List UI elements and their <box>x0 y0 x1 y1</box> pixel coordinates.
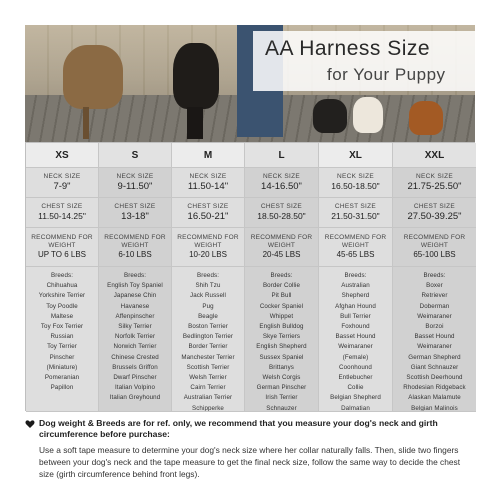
neck-label: NECK SIZE <box>262 173 300 180</box>
weight-value: 6-10 LBS <box>118 250 152 259</box>
breed-item: Italian Greyhound <box>109 394 161 402</box>
neck-label: NECK SIZE <box>415 173 453 180</box>
dog-black-small <box>313 99 347 133</box>
breed-item: Norwich Terrier <box>113 343 157 351</box>
weight-cell-m <box>172 228 245 267</box>
chest-value: 27.50-39.25" <box>407 211 462 222</box>
weight-value: 45-65 LBS <box>336 250 375 259</box>
neck-value: 11.50-14" <box>187 181 229 192</box>
breed-item: Dalmatian <box>341 404 370 412</box>
breed-item: Belgian Malinois <box>411 404 458 412</box>
neck-cell-l <box>245 168 319 198</box>
breed-item: German Pinscher <box>256 384 307 392</box>
breed-item: Manchester Terrier <box>181 353 235 361</box>
breed-item: Pinscher <box>49 353 75 361</box>
neck-value: 7-9" <box>53 181 71 192</box>
chest-value: 18.50-28.50" <box>257 211 306 221</box>
breeds-label: Breeds: <box>423 272 446 279</box>
heart-icon <box>25 419 35 429</box>
breeds-cell-xs <box>26 267 99 412</box>
size-header-xl: XL <box>319 143 393 168</box>
breed-item: Bull Terrier <box>340 312 371 320</box>
chest-label: CHEST SIZE <box>187 203 229 210</box>
breed-item: Papillon <box>50 384 74 392</box>
breed-item: Welsh Corgis <box>262 374 301 382</box>
breed-item: Chihuahua <box>46 282 78 290</box>
breed-item: Shih Tzu <box>195 282 221 290</box>
breed-item: Collie <box>347 384 364 392</box>
breed-item: Doberman <box>419 302 450 310</box>
neck-label: NECK SIZE <box>189 173 227 180</box>
note-body: Use a soft tape measure to determine your dog's neck size where her collar naturally falls. Then, slide two fingers between your dog's neck and the tape measure to get the final neck size, follow the same way to decide the chest size (girth circumference behind front legs). <box>39 445 461 479</box>
dog-black-lab <box>173 43 219 109</box>
chest-cell-xs <box>26 198 99 228</box>
breed-item: Pomeranian <box>44 374 80 382</box>
neck-cell-xxl <box>393 168 476 198</box>
neck-cell-s <box>99 168 172 198</box>
breed-item: Foxhound <box>341 323 370 331</box>
weight-label: RECOMMEND FOR WEIGHT <box>104 234 166 249</box>
weight-label: RECOMMEND FOR WEIGHT <box>250 234 313 249</box>
breeds-label: Breeds: <box>270 272 293 279</box>
breed-item: Jack Russell <box>190 292 226 300</box>
breed-item: Dwarf Pinscher <box>113 374 157 382</box>
breed-item: Toy Terrier <box>47 343 77 351</box>
neck-value: 9-11.50" <box>117 181 153 192</box>
breed-item: Belgian Shepherd <box>330 394 381 402</box>
breed-item: Basset Hound <box>335 333 376 341</box>
breed-item: Retriever <box>421 292 448 300</box>
size-header-s: S <box>99 143 172 168</box>
chest-label: CHEST SIZE <box>260 203 303 210</box>
weight-cell-xxl <box>393 228 476 267</box>
chest-label: CHEST SIZE <box>114 203 156 210</box>
dog-black-lab-legs <box>187 107 203 139</box>
breed-item: Cocker Spaniel <box>259 302 304 310</box>
breed-item: Chinese Crested <box>111 353 159 361</box>
chest-value: 11.50-14.25" <box>38 211 86 221</box>
breed-item: Russian <box>50 333 74 341</box>
weight-label: RECOMMEND FOR WEIGHT <box>324 234 387 249</box>
page-title: AA Harness Size <box>265 37 431 60</box>
size-header-xs: XS <box>26 143 99 168</box>
note-heading: Dog weight & Breeds are for ref. only, we recommend that you measure your dog's neck and girth circumference before purchase: <box>39 418 438 439</box>
breed-item: Boston Terrier <box>188 323 228 331</box>
weight-cell-xl <box>319 228 393 267</box>
size-header-l: L <box>245 143 319 168</box>
breed-item: Australian Terrier <box>183 394 233 402</box>
neck-label: NECK SIZE <box>43 173 81 180</box>
dog-dachshund <box>409 101 443 135</box>
banner-photo <box>25 25 475 142</box>
chest-cell-m <box>172 198 245 228</box>
breed-item: Italian Volpino <box>114 384 156 392</box>
breed-item: Norfolk Terrier <box>114 333 156 341</box>
breeds-cell-xxl <box>393 267 476 412</box>
chest-label: CHEST SIZE <box>413 203 456 210</box>
breed-item: English Toy Spaniel <box>107 282 163 290</box>
breed-item: Skye Terriers <box>262 333 301 341</box>
chest-cell-s <box>99 198 172 228</box>
weight-label: RECOMMEND FOR WEIGHT <box>177 234 239 249</box>
chest-label: CHEST SIZE <box>334 203 377 210</box>
breed-item: Brussels Griffon <box>112 363 158 371</box>
weight-label: RECOMMEND FOR WEIGHT <box>403 234 466 249</box>
breed-item: English Shepherd <box>256 343 307 351</box>
breeds-cell-m <box>172 267 245 412</box>
breed-item: Maltese <box>50 312 74 320</box>
breed-item: Shepherd <box>341 292 370 300</box>
breed-item: (Female) <box>342 353 369 361</box>
neck-label: NECK SIZE <box>116 173 154 180</box>
breeds-cell-xl <box>319 267 393 412</box>
breed-item: Havanese <box>120 302 150 310</box>
breed-item: (Miniature) <box>46 363 78 371</box>
breeds-label: Breeds: <box>50 272 74 279</box>
breed-item: Afghan Hound <box>335 302 376 310</box>
breed-item: Pug <box>202 302 214 310</box>
breed-item: Pit Bull <box>271 292 292 300</box>
breed-item: Coonhound <box>339 363 372 371</box>
breed-item: Brittanys <box>269 363 294 371</box>
chest-value: 16.50-21" <box>187 211 229 222</box>
breed-item: Bedlington Terrier <box>182 333 234 341</box>
weight-cell-xs <box>26 228 99 267</box>
breed-item: Whippet <box>269 312 294 320</box>
neck-value: 16.50-18.50" <box>331 181 380 191</box>
breeds-label: Breeds: <box>123 272 147 279</box>
dog-shepherd-legs <box>83 107 89 139</box>
breed-item: Giant Schnauzer <box>410 363 459 371</box>
breed-item: Weimaraner <box>417 343 452 351</box>
breeds-label: Breeds: <box>344 272 367 279</box>
breed-item: English Bulldog <box>259 323 304 331</box>
page-subtitle: for Your Puppy <box>327 65 446 84</box>
breed-item: Silky Terrier <box>118 323 152 331</box>
breed-item: Sussex Spaniel <box>259 353 304 361</box>
dog-white-fluffy <box>353 97 383 133</box>
breed-item: Toy Fox Terrier <box>40 323 84 331</box>
dog-shepherd <box>63 45 123 109</box>
breed-item: Welsh Terrier <box>189 374 227 382</box>
weight-value: 65-100 LBS <box>413 250 456 259</box>
neck-value: 14-16.50" <box>261 181 302 192</box>
breed-item: Beagle <box>198 312 218 320</box>
chest-cell-xxl <box>393 198 476 228</box>
size-chart-table <box>25 142 475 411</box>
breed-item: Scottish Terrier <box>186 363 230 371</box>
chest-value: 21.50-31.50" <box>331 211 380 221</box>
neck-label: NECK SIZE <box>336 173 374 180</box>
breed-item: Weimaraner <box>417 312 452 320</box>
weight-value: 10-20 LBS <box>189 250 227 259</box>
breeds-cell-s <box>99 267 172 412</box>
breed-item: Border Collie <box>262 282 301 290</box>
breed-item: Schnauzer <box>266 404 297 412</box>
weight-cell-s <box>99 228 172 267</box>
size-header-xxl: XXL <box>393 143 476 168</box>
neck-cell-m <box>172 168 245 198</box>
breed-item: Yorkshire Terrier <box>38 292 86 300</box>
breed-item: Affenpinscher <box>115 312 155 320</box>
chest-cell-l <box>245 198 319 228</box>
breed-item: Weimaraner <box>338 343 373 351</box>
breed-item: Borzoi <box>425 323 444 331</box>
chest-cell-xl <box>319 198 393 228</box>
breed-item: Schipperke <box>192 404 224 412</box>
breed-item: Entlebucher <box>338 374 373 382</box>
weight-label: RECOMMEND FOR WEIGHT <box>31 234 93 249</box>
neck-cell-xs <box>26 168 99 198</box>
weight-value: 20-45 LBS <box>262 250 301 259</box>
breed-item: Irish Terrier <box>265 394 298 402</box>
breed-item: Toy Poodle <box>46 302 78 310</box>
chest-value: 13-18" <box>121 211 149 222</box>
breeds-cell-l <box>245 267 319 412</box>
breed-item: German Shepherd <box>408 353 461 361</box>
breed-item: Japanese Chin <box>113 292 157 300</box>
breed-item: Alaskan Malamute <box>408 394 461 402</box>
breed-item: Basset Hound <box>414 333 455 341</box>
breeds-label: Breeds: <box>196 272 220 279</box>
weight-cell-l <box>245 228 319 267</box>
neck-value: 21.75-25.50" <box>407 181 462 192</box>
size-header-m: M <box>172 143 245 168</box>
breed-item: Boxer <box>426 282 443 290</box>
breed-item: Border Terrier <box>188 343 228 351</box>
breed-item: Australian <box>341 282 370 290</box>
neck-cell-xl <box>319 168 393 198</box>
chest-label: CHEST SIZE <box>41 203 83 210</box>
breed-item: Scottish Deerhound <box>406 374 463 382</box>
breed-item: Rhodesian Ridgeback <box>403 384 466 392</box>
weight-value: UP TO 6 LBS <box>37 250 87 259</box>
breed-item: Cairn Terrier <box>190 384 226 392</box>
